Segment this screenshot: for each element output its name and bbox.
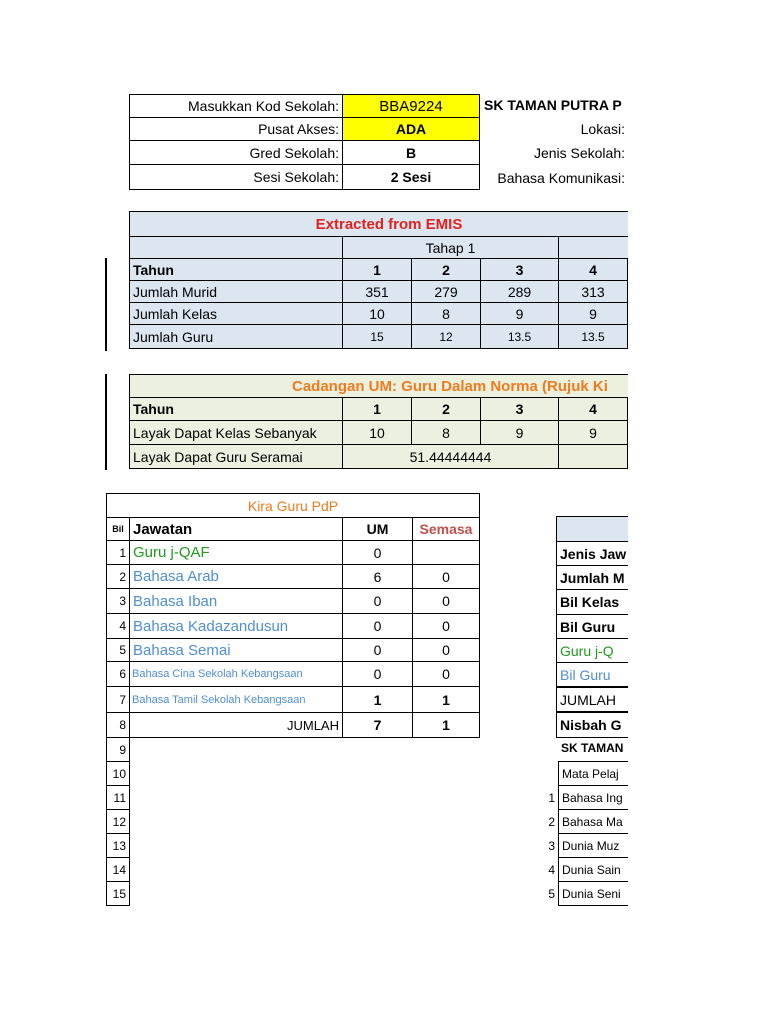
emis-row-label: Jumlah Kelas: [129, 302, 343, 325]
school-short: SK TAMAN: [561, 741, 624, 755]
school-short-clip: [556, 738, 628, 760]
bil-cell: 10: [106, 761, 130, 786]
bil-cell: 5: [106, 638, 130, 662]
bil-cell: 8: [106, 712, 130, 738]
row-marker: [105, 374, 107, 470]
cadangan-year: 1: [342, 397, 412, 421]
school-name-clip: [480, 94, 628, 118]
sesi-value: 2 Sesi: [342, 164, 480, 190]
kira-title: Kira Guru PdP: [106, 493, 480, 518]
um-total: 7: [342, 712, 413, 738]
cadangan-kelas-cell: 9: [480, 420, 559, 445]
emis-cell: 13.5: [558, 324, 628, 349]
jawatan-cell: Bahasa Arab: [129, 564, 343, 589]
right-header: [556, 516, 628, 542]
um-cell: 0: [342, 638, 413, 662]
row-marker: [105, 258, 107, 351]
semasa-cell: 0: [412, 564, 480, 589]
um-cell: 6: [342, 564, 413, 589]
kod-input[interactable]: BBA9224: [342, 94, 480, 118]
cadangan-title: Cadangan UM: Guru Dalam Norma (Rujuk Ki: [129, 374, 628, 398]
subject-name: Dunia Seni: [558, 881, 628, 906]
emis-cell: 351: [342, 280, 412, 303]
cadangan-year: 3: [480, 397, 559, 421]
bil-cell: 4: [106, 613, 130, 639]
jawatan-cell: Bahasa Tamil Sekolah Kebangsaan: [129, 686, 343, 713]
right-panel: [556, 516, 628, 738]
emis-cell: 279: [411, 280, 481, 303]
jawatan-cell: Bahasa Kadazandusun: [129, 613, 343, 639]
jumlah-label: JUMLAH: [129, 712, 343, 738]
bil-cell: 9: [106, 737, 130, 762]
um-header: UM: [342, 517, 413, 541]
emis-year: 4: [558, 258, 628, 281]
emis-blank: [129, 236, 343, 259]
lokasi-label: Lokasi:: [580, 121, 625, 137]
jawatan-cell: Guru j-QAF: [129, 540, 343, 565]
bil-cell: 13: [106, 833, 130, 858]
emis-table: [129, 211, 628, 351]
emis-tahap: Tahap 1: [342, 236, 559, 259]
bil-cell: 12: [106, 809, 130, 834]
emis-tahun-label: Tahun: [129, 258, 343, 281]
kod-label: Masukkan Kod Sekolah:: [129, 94, 343, 118]
subject-no: 5: [548, 887, 555, 901]
subject-no: 3: [548, 839, 555, 853]
jawatan-cell: Bahasa Semai: [129, 638, 343, 662]
gred-value: B: [342, 140, 480, 165]
emis-row-label: Jumlah Guru: [129, 324, 343, 349]
subject-no: 1: [548, 791, 555, 805]
emis-title: Extracted from EMIS: [129, 211, 628, 237]
mata-header: Mata Pelaj: [558, 761, 628, 786]
subject-name: Dunia Muz: [558, 833, 628, 858]
right-item: Jumlah M: [556, 565, 628, 590]
jawatan-cell: Bahasa Cina Sekolah Kebangsaan: [129, 661, 343, 687]
jenis-label: Jenis Sekolah:: [533, 145, 625, 161]
subject-name: Bahasa Ma: [558, 809, 628, 834]
bil-cell: 11: [106, 785, 130, 810]
semasa-cell: [412, 540, 480, 565]
cadangan-year: 2: [411, 397, 481, 421]
emis-cell: 289: [480, 280, 559, 303]
subject-name: Dunia Sain: [558, 857, 628, 882]
bil-cell: 3: [106, 588, 130, 614]
right-item: JUMLAH: [556, 686, 628, 713]
semasa-cell: 0: [412, 613, 480, 639]
bil-cell: 6: [106, 661, 130, 687]
um-cell: 0: [342, 613, 413, 639]
cadangan-table: [129, 374, 628, 470]
emis-year: 3: [480, 258, 559, 281]
bil-header: Bil: [106, 517, 130, 541]
subject-name: Bahasa Ing: [558, 785, 628, 810]
jawatan-header: Jawatan: [129, 517, 343, 541]
cadangan-guru-value: 51.44444444: [342, 444, 559, 469]
cadangan-kelas-cell: 9: [558, 420, 628, 445]
emis-cell: 8: [411, 302, 481, 325]
semasa-cell: 1: [412, 686, 480, 713]
semasa-cell: 0: [412, 661, 480, 687]
um-cell: 0: [342, 588, 413, 614]
semasa-cell: 0: [412, 588, 480, 614]
cadangan-guru-next: [558, 444, 628, 469]
bil-cell: 2: [106, 564, 130, 589]
semasa-cell: 0: [412, 638, 480, 662]
cadangan-kelas-label: Layak Dapat Kelas Sebanyak: [129, 420, 343, 445]
bahasa-label: Bahasa Komunikasi:: [497, 170, 625, 186]
bil-cell: 14: [106, 857, 130, 882]
cadangan-kelas-cell: 8: [411, 420, 481, 445]
right-item: Bil Guru: [556, 662, 628, 687]
subject-table: [530, 761, 628, 907]
right-item: Jenis Jaw: [556, 541, 628, 566]
emis-cell: 313: [558, 280, 628, 303]
bil-cell: 15: [106, 881, 130, 906]
school-name: SK TAMAN PUTRA P: [484, 97, 622, 113]
bil-cell: 7: [106, 686, 130, 713]
emis-cell: 9: [558, 302, 628, 325]
cadangan-kelas-cell: 10: [342, 420, 412, 445]
semasa-header: Semasa: [412, 517, 480, 541]
subject-no: 4: [548, 863, 555, 877]
emis-cell: 15: [342, 324, 412, 349]
emis-year: 1: [342, 258, 412, 281]
subject-no: 2: [548, 815, 555, 829]
right-item: Guru j-Q: [556, 638, 628, 663]
semasa-total: 1: [412, 712, 480, 738]
right-item: Bil Kelas: [556, 589, 628, 615]
jawatan-cell: Bahasa Iban: [129, 588, 343, 614]
um-cell: 0: [342, 540, 413, 565]
right-item: Nisbah G: [556, 712, 628, 738]
emis-row-label: Jumlah Murid: [129, 280, 343, 303]
um-cell: 0: [342, 661, 413, 687]
cadangan-guru-label: Layak Dapat Guru Seramai: [129, 444, 343, 469]
pusat-label: Pusat Akses:: [129, 117, 343, 141]
emis-cell: 12: [411, 324, 481, 349]
cadangan-tahun-label: Tahun: [129, 397, 343, 421]
pusat-value[interactable]: ADA: [342, 117, 480, 141]
emis-cell: 9: [480, 302, 559, 325]
bil-cell: 1: [106, 540, 130, 565]
right-item: Bil Guru: [556, 614, 628, 639]
gred-label: Gred Sekolah:: [129, 140, 343, 165]
emis-cell: 10: [342, 302, 412, 325]
emis-tahap-next: [558, 236, 628, 259]
sesi-label: Sesi Sekolah:: [129, 164, 343, 190]
um-cell: 1: [342, 686, 413, 713]
emis-cell: 13.5: [480, 324, 559, 349]
cadangan-year: 4: [558, 397, 628, 421]
emis-year: 2: [411, 258, 481, 281]
